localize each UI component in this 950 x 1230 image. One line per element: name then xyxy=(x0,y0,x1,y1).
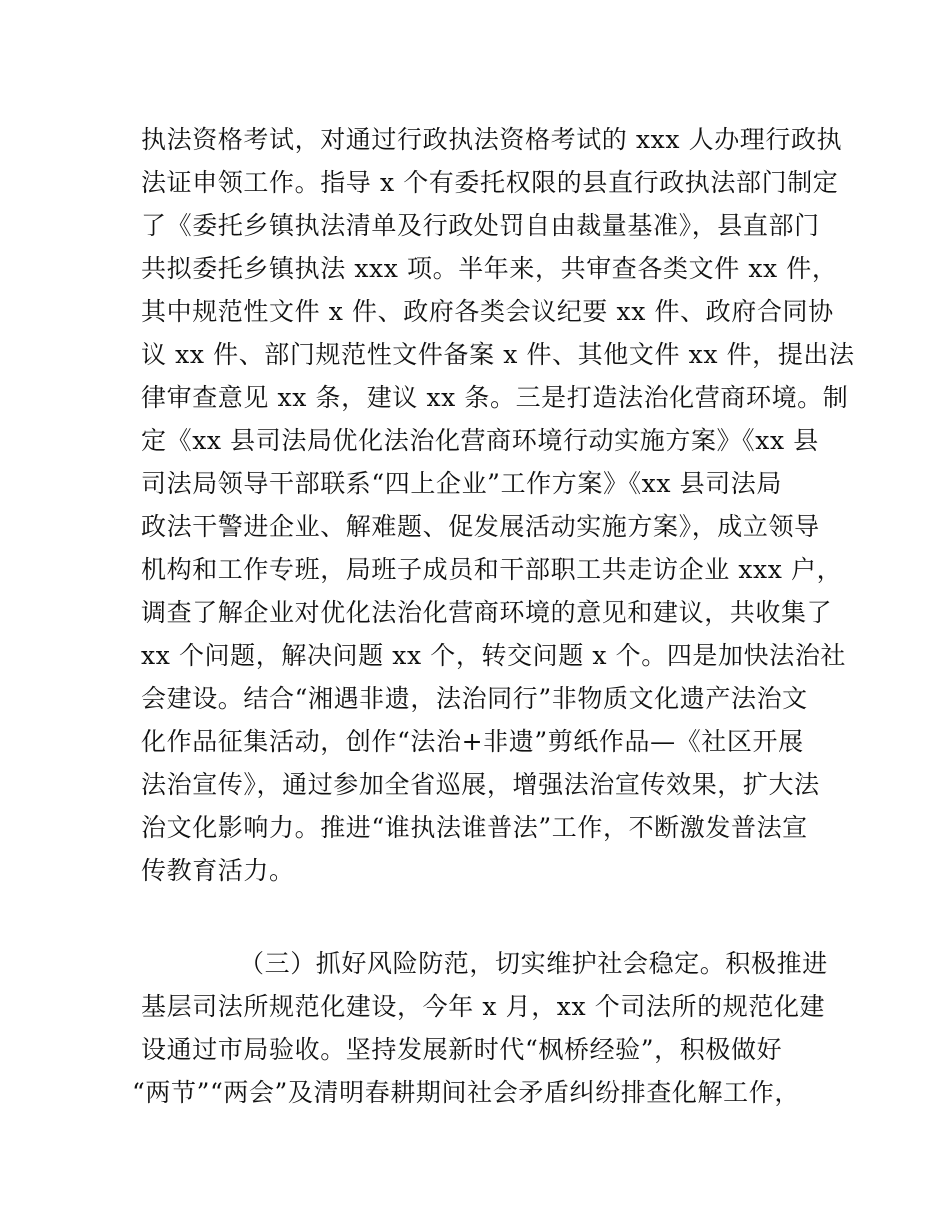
paragraph-1-line: 机构和工作专班，局班子成员和干部职工共走访企业 xxx 户， xyxy=(141,555,843,584)
paragraph-1-line: 化作品征集活动，创作“法治+非遗”剪纸作品—《社区开展 xyxy=(141,727,804,756)
paragraph-1-line: 司法局领导干部联系“四上企业”工作方案》《xx 县司法局 xyxy=(141,469,783,498)
paragraph-1-line: xx 个问题，解决问题 xx 个，转交问题 x 个。四是加快法治社 xyxy=(141,641,847,670)
paragraph-1-line: 调查了解企业对优化法治化营商环境的意见和建议，共收集了 xyxy=(141,598,833,627)
paragraph-1-line: 法治宣传》，通过参加全省巡展，增强法治宣传效果，扩大法 xyxy=(141,770,820,799)
paragraph-1-line: 了《委托乡镇执法清单及行政处罚自由裁量基准》，县直部门 xyxy=(141,211,820,240)
paragraph-1-line: 会建设。结合“湘遇非遗，法治同行”非物质文化遗产法治文 xyxy=(141,684,808,713)
paragraph-1-line: 共拟委托乡镇执法 xxx 项。半年来，共审查各类文件 xx 件， xyxy=(141,254,838,283)
paragraph-1-line: 其中规范性文件 x 件、政府各类会议纪要 xx 件、政府合同协 xyxy=(141,297,834,326)
paragraph-2-line: （三）抓好风险防范，切实维护社会稳定。积极推进 xyxy=(239,949,828,978)
paragraph-1-line: 定《xx 县司法局优化法治化营商环境行动实施方案》《xx 县 xyxy=(141,426,819,455)
paragraph-1-line: 议 xx 件、部门规范性文件备案 x 件、其他文件 xx 件，提出法 xyxy=(141,340,855,369)
paragraph-1-line: 治文化影响力。推进“谁执法谁普法”工作，不断激发普法宣 xyxy=(141,813,808,842)
paragraph-2-line: 基层司法所规范化建设，今年 x 月，xx 个司法所的规范化建 xyxy=(141,992,826,1021)
paragraph-1-line: 执法资格考试，对通过行政执法资格考试的 xxx 人办理行政执 xyxy=(141,125,843,154)
paragraph-2-line: 设通过市局验收。坚持发展新时代“枫桥经验”，积极做好 xyxy=(141,1035,783,1064)
paragraph-1-line: 法证申领工作。指导 x 个有委托权限的县直行政执法部门制定 xyxy=(141,168,839,197)
paragraph-1-line: 传教育活力。 xyxy=(141,856,295,885)
paragraph-2-line: “两节”“两会”及清明春耕期间社会矛盾纠纷排查化解工作， xyxy=(132,1078,800,1107)
paragraph-1-line: 政法干警进企业、解难题、促发展活动实施方案》，成立领导 xyxy=(141,512,820,541)
paragraph-1-line: 律审查意见 xx 条，建议 xx 条。三是打造法治化营商环境。制 xyxy=(141,383,849,412)
